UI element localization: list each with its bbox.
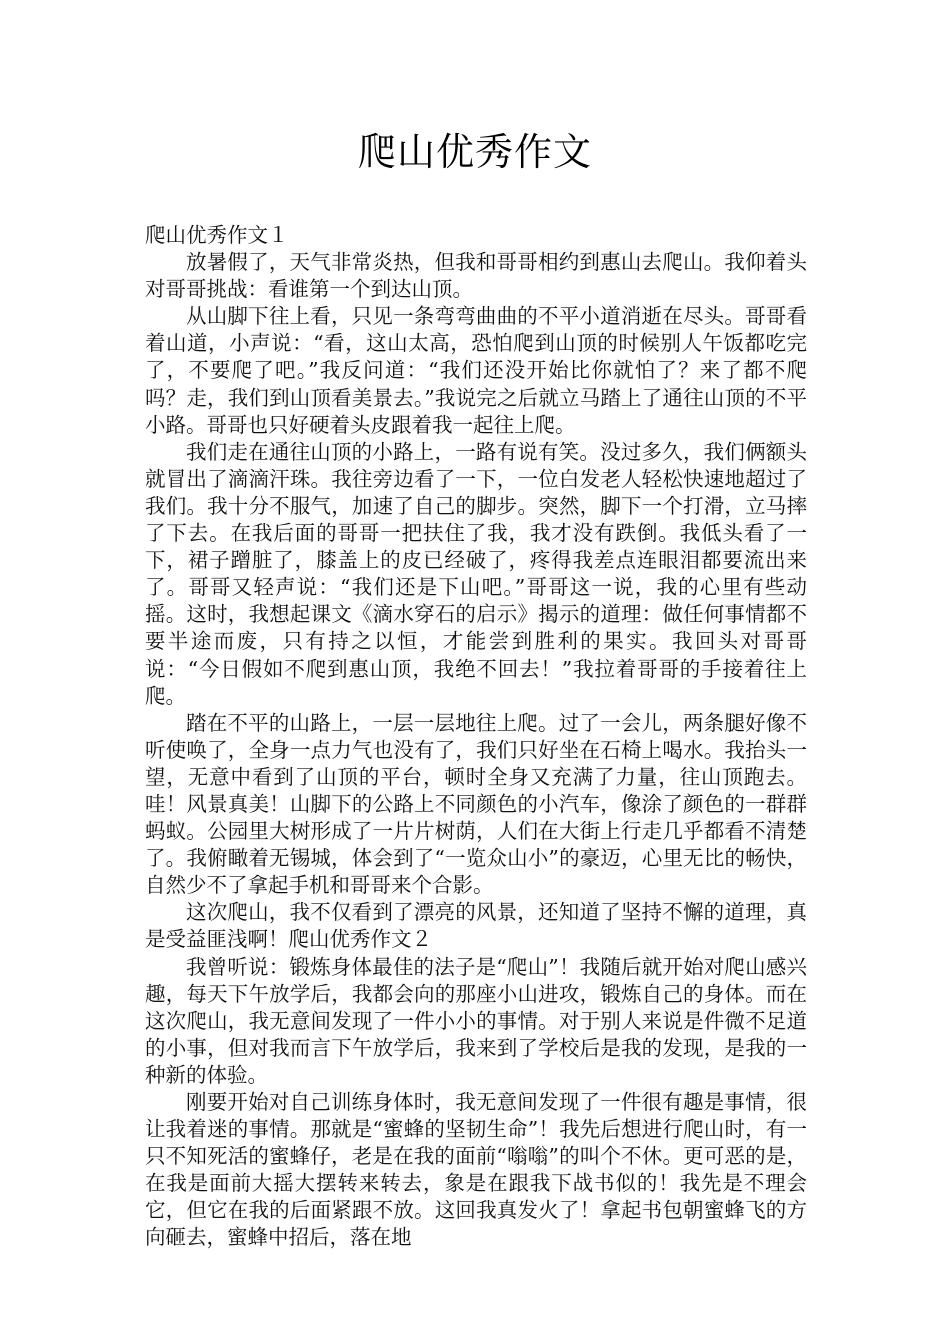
document-body bbox=[145, 222, 807, 1252]
paragraph: 我曾听说：锻炼身体最佳的法子是“爬山”！我随后就开始对爬山感兴趣，每天下午放学后，我都会向的那座小山进攻，锻炼自己的身体。而在这次爬山，我无意间发现了一件小小的事情。对于别人来说是件微不足道的小事，但对我而言下午放学后，我来到了学校后是我的发现，是我的一种新的体验。 bbox=[145, 954, 807, 1087]
page-title: 爬山优秀作文 bbox=[357, 130, 592, 174]
paragraph: 这次爬山，我不仅看到了漂亮的风景，还知道了坚持不懈的道理，真是受益匪浅啊！爬山优秀作文２ bbox=[145, 900, 807, 952]
section-heading: 爬山优秀作文１ bbox=[145, 223, 289, 247]
paragraph: 放暑假了，天气非常炎热，但我和哥哥相约到惠山去爬山。我仰着头对哥哥挑战：看谁第一个到达山顶。 bbox=[145, 250, 807, 302]
paragraph: 刚要开始对自己训练身体时，我无意间发现了一件很有趣是事情，很让我着迷的事情。那就是“蜜蜂的坚韧生命”！我先后想进行爬山时，有一只不知死活的蜜蜂仔，老是在我的面前“嗡嗡”的叫个不休。更可恶的是，在我是面前大摇大摆转来转去，象是在跟我下战书似的！我先是不理会它，但它在我的后面紧跟不放。这回我真发火了！拿起书包朝蜜蜂飞的方向砸去，蜜蜂中招后，落在地 bbox=[145, 1090, 807, 1250]
paragraph: 从山脚下往上看，只见一条弯弯曲曲的不平小道消逝在尽头。哥哥看着山道，小声说：“看，这山太高，恐怕爬到山顶的时候别人午饭都吃完了，不要爬了吧。”我反问道：“我们还没开始比你就怕了？来了都不爬吗？走，我们到山顶看美景去。”我说完之后就立马踏上了通往山顶的不平小路。哥哥也只好硬着头皮跟着我一起往上爬。 bbox=[145, 304, 807, 437]
paragraph: 踏在不平的山路上，一层一层地往上爬。过了一会儿，两条腿好像不听使唤了，全身一点力气也没有了，我们只好坐在石椅上喝水。我抬头一望，无意中看到了山顶的平台，顿时全身又充满了力量，往山顶跑去。哇！风景真美！山脚下的公路上不同颜色的小汽车，像涂了颜色的一群群蚂蚁。公园里大树形成了一片片树荫，人们在大街上行走几乎都看不清楚了。我俯瞰着无锡城，体会到了“一览众山小”的豪迈，心里无比的畅快，自然少不了拿起手机和哥哥来个合影。 bbox=[145, 710, 807, 898]
paragraph: 我们走在通往山顶的小路上，一路有说有笑。没过多久，我们俩额头就冒出了滴滴汗珠。我往旁边看了一下，一位白发老人轻松快速地超过了我们。我十分不服气，加速了自己的脚步。突然，脚下一个打滑，立马摔了下去。在我后面的哥哥一把扶住了我，我才没有跌倒。我低头看了一下，裙子蹭脏了，膝盖上的皮已经破了，疼得我差点连眼泪都要流出来了。哥哥又轻声说：“我们还是下山吧。”哥哥这一说，我的心里有些动摇。这时，我想起课文《滴水穿石的启示》揭示的道理：做任何事情都不要半途而废，只有持之以恒，才能尝到胜利的果实。我回头对哥哥说：“今日假如不爬到惠山顶，我绝不回去！”我拉着哥哥的手接着往上爬。 bbox=[145, 439, 807, 708]
